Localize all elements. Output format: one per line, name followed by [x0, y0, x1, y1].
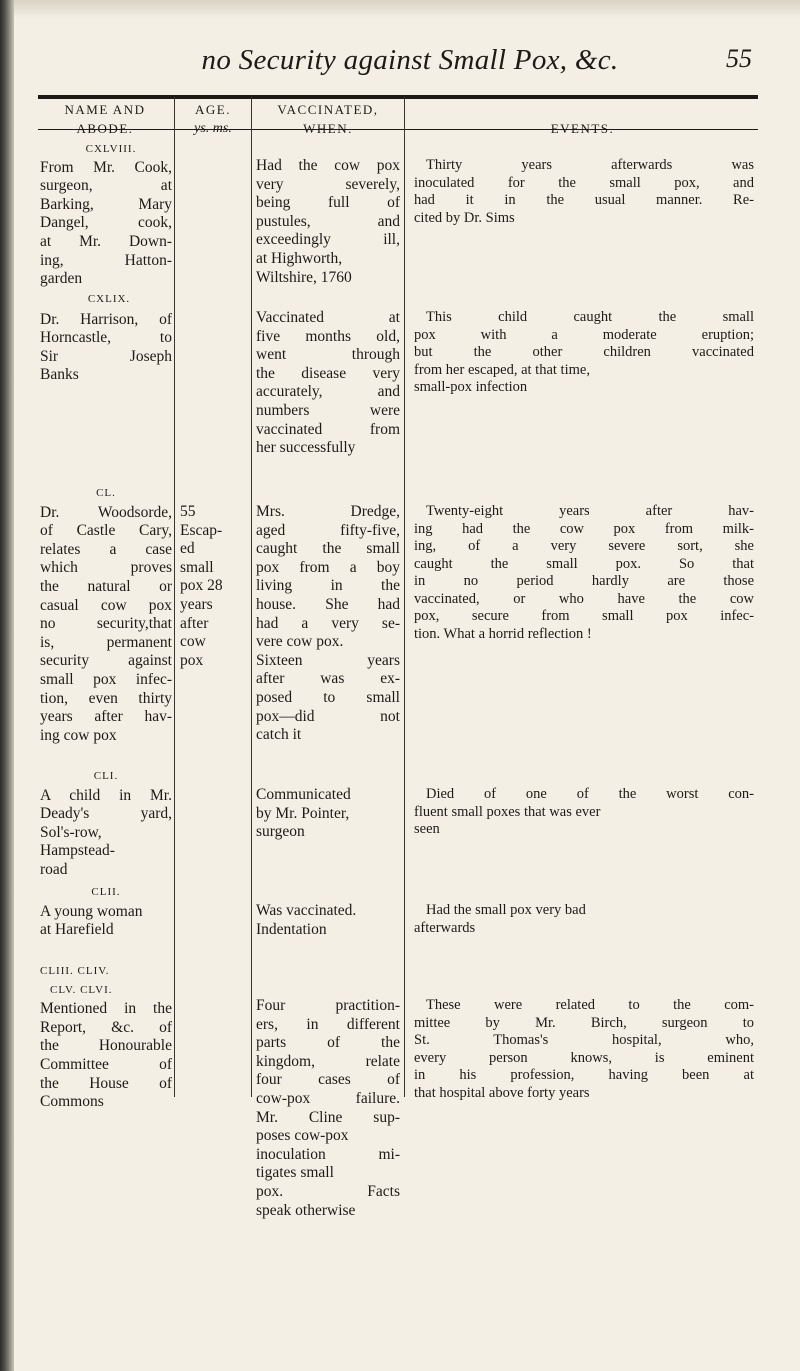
vaccinated-line: vere cow pox.: [256, 633, 344, 651]
events-line: Thirty years afterwards was: [426, 157, 754, 173]
age-line: cow: [180, 633, 206, 651]
vaccinated-line: pox. Facts: [256, 1182, 400, 1200]
vaccinated-line: vaccinated from: [256, 420, 400, 438]
entry-number: CLIII. CLIV.: [40, 965, 110, 977]
name-line: Dr. Woodsorde,: [40, 503, 172, 521]
name-line: years after hav-: [40, 708, 172, 726]
running-title: no Security against Small Pox, &c.: [201, 44, 619, 76]
column-divider: [404, 97, 405, 1097]
entry-name-abode: [40, 484, 172, 745]
events-line: from her escaped, at that time,: [414, 361, 590, 378]
vaccinated-line: Had the cow pox: [256, 157, 400, 174]
vaccinated-line: catch it: [256, 726, 302, 744]
name-line: Sol's-row,: [40, 823, 102, 841]
entry-number: CXLIX.: [87, 293, 131, 305]
page-edge-shadow: [14, 0, 800, 18]
name-line: Sir Joseph: [40, 347, 172, 365]
column-header-text: EVENTS.: [550, 121, 615, 136]
events-line: pox with a moderate eruption;: [414, 326, 754, 343]
events-line: seen: [414, 821, 440, 837]
name-line: Committee of: [40, 1055, 172, 1073]
column-header-age: [175, 100, 251, 138]
book-spine-shadow: [0, 0, 14, 1371]
entry-number: CLV. CLVI.: [50, 983, 113, 996]
vaccinated-line: living in the: [256, 577, 400, 595]
entry-number: CLII.: [91, 886, 121, 898]
name-line: Barking, Mary: [40, 195, 172, 213]
name-line: relates a case: [40, 540, 172, 558]
vaccinated-line: after was ex-: [256, 670, 400, 688]
events-line: in no period hardly are those: [414, 573, 754, 589]
age-line: small: [180, 558, 214, 576]
entry-number: CL.: [96, 487, 116, 499]
entry-number: CXLVIII.: [85, 143, 137, 155]
vaccinated-line: Four practition-: [256, 997, 400, 1014]
events-line: small-pox infection: [414, 379, 528, 395]
entry-vaccinated: [256, 503, 400, 745]
entry-age: [180, 503, 250, 670]
entry-events: [414, 503, 754, 643]
vaccinated-line: cow-pox failure.: [256, 1089, 400, 1107]
column-header-text: VACCINATED,: [277, 102, 379, 117]
column-header-text: AGE.: [195, 102, 231, 117]
vaccinated-line: Indentation: [256, 920, 327, 938]
vaccinated-line: parts of the: [256, 1034, 400, 1052]
entry-name-abode: [40, 290, 172, 385]
events-line: afterwards: [414, 919, 476, 936]
name-line: ing cow pox: [40, 726, 117, 744]
name-line: tion, even thirty: [40, 689, 172, 707]
name-line: of Castle Cary,: [40, 522, 172, 540]
vaccinated-line: aged fifty-five,: [256, 521, 400, 539]
header-rule: [38, 95, 758, 99]
vaccinated-line: by Mr. Pointer,: [256, 804, 350, 822]
name-line: Commons: [40, 1093, 104, 1111]
vaccinated-line: surgeon: [256, 823, 305, 841]
vaccinated-line: tigates small: [256, 1164, 334, 1182]
entry-vaccinated: [256, 786, 400, 842]
events-line: Had the small pox very bad: [426, 902, 586, 918]
name-line: garden: [40, 270, 83, 288]
column-divider: [174, 97, 175, 1097]
name-line: ing, Hatton-: [40, 251, 172, 269]
vaccinated-line: Vaccinated at: [256, 309, 400, 326]
events-line: but the other children vaccinated: [414, 344, 754, 360]
name-line: surgeon, at: [40, 177, 172, 195]
name-line: small pox infec-: [40, 670, 172, 688]
name-line: A young woman: [40, 902, 143, 920]
vaccinated-line: Wiltshire, 1760: [256, 268, 352, 286]
name-line: Dangel, cook,: [40, 214, 172, 232]
name-line: From Mr. Cook,: [40, 158, 172, 176]
entry-number: CLI.: [93, 770, 119, 782]
vaccinated-line: poses cow-pox: [256, 1127, 349, 1145]
vaccinated-line: inoculation mi-: [256, 1145, 400, 1163]
name-line: Horncastle, to: [40, 329, 172, 347]
vaccinated-line: Mrs. Dredge,: [256, 503, 400, 520]
events-line: ing had the cow pox from milk-: [414, 520, 754, 537]
entry-vaccinated: [256, 157, 400, 287]
vaccinated-line: posed to small: [256, 688, 400, 706]
entry-events: [414, 997, 754, 1102]
entry-events: [414, 902, 754, 937]
events-line: that hospital above forty years: [414, 1084, 590, 1101]
vaccinated-line: speak otherwise: [256, 1201, 356, 1219]
entry-events: [414, 157, 754, 227]
page-number: 55: [726, 44, 752, 73]
name-line: at Mr. Down-: [40, 232, 172, 250]
column-header-text: WHEN.: [303, 121, 353, 136]
name-line: Hampstead-: [40, 842, 115, 860]
vaccinated-line: pox from a boy: [256, 558, 400, 576]
name-line: casual cow pox: [40, 596, 172, 614]
events-line: mittee by Mr. Birch, surgeon to: [414, 1014, 754, 1031]
events-line: cited by Dr. Sims: [414, 209, 515, 226]
age-line: pox 28: [180, 577, 223, 595]
entry-vaccinated: [256, 997, 400, 1220]
name-line: Banks: [40, 366, 79, 384]
age-line: after: [180, 614, 209, 632]
entry-vaccinated: [256, 309, 400, 458]
column-divider: [251, 97, 252, 1097]
events-line: every person knows, is eminent: [414, 1049, 754, 1066]
column-header-text: ABODE.: [76, 121, 134, 136]
events-line: tion. What a horrid reflection !: [414, 625, 592, 642]
age-line: years: [180, 595, 213, 613]
vaccinated-line: Was vaccinated.: [256, 902, 357, 919]
name-line: Dr. Harrison, of: [40, 310, 172, 328]
vaccinated-line: four cases of: [256, 1071, 400, 1089]
vaccinated-line: Sixteen years: [256, 651, 400, 669]
name-line: A child in Mr.: [40, 786, 172, 804]
vaccinated-line: being full of: [256, 194, 400, 212]
vaccinated-line: accurately, and: [256, 383, 400, 401]
vaccinated-line: the disease very: [256, 364, 400, 382]
name-line: at Harefield: [40, 921, 114, 939]
vaccinated-line: Mr. Cline sup-: [256, 1108, 400, 1126]
name-line: no security,that: [40, 615, 172, 633]
age-line: Escap-: [180, 521, 223, 539]
events-line: fluent small poxes that was ever: [414, 803, 601, 820]
events-line: caught the small pox. So that: [414, 555, 754, 572]
name-line: Deady's yard,: [40, 805, 172, 823]
entry-events: [414, 786, 754, 839]
vaccinated-line: pox—did not: [256, 707, 400, 725]
vaccinated-line: house. She had: [256, 595, 400, 613]
column-header-name-abode: [38, 100, 172, 138]
entry-events: [414, 309, 754, 397]
events-line: ing, of a very severe sort, she: [414, 538, 754, 554]
vaccinated-line: numbers were: [256, 401, 400, 419]
entry-name-abode: [40, 883, 172, 940]
events-line: had it in the usual manner. Re-: [414, 192, 754, 208]
entry-vaccinated: [256, 902, 400, 939]
entry-name-abode: [40, 767, 172, 880]
name-line: Mentioned in the: [40, 1000, 172, 1018]
vaccinated-line: at Highworth,: [256, 249, 343, 267]
events-line: in his profession, having been at: [414, 1067, 754, 1083]
events-line: pox, secure from small pox infec-: [414, 608, 754, 624]
vaccinated-line: caught the small: [256, 540, 400, 558]
name-line: the Honourable: [40, 1037, 172, 1055]
age-line: ed: [180, 540, 195, 558]
vaccinated-line: pustules, and: [256, 212, 400, 230]
name-line: which proves: [40, 559, 172, 577]
column-header-text: ys. ms.: [194, 121, 232, 136]
events-line: These were related to the com-: [426, 997, 754, 1013]
name-line: is, permanent: [40, 633, 172, 651]
name-line: road: [40, 860, 68, 878]
vaccinated-line: exceedingly ill,: [256, 231, 400, 249]
name-line: Report, &c. of: [40, 1018, 172, 1036]
vaccinated-line: went through: [256, 346, 400, 364]
events-line: Twenty-eight years after hav-: [426, 503, 754, 519]
entry-name-abode: [40, 140, 172, 289]
events-line: This child caught the small: [426, 309, 754, 325]
vaccinated-line: Communicated: [256, 786, 351, 803]
vaccinated-line: ers, in different: [256, 1015, 400, 1033]
column-header-events: [405, 119, 760, 138]
vaccinated-line: kingdom, relate: [256, 1052, 400, 1070]
age-line: 55: [180, 503, 196, 520]
events-line: vaccinated, or who have the cow: [414, 590, 754, 607]
name-line: the House of: [40, 1074, 172, 1092]
vaccinated-line: had a very se-: [256, 614, 400, 632]
vaccinated-line: five months old,: [256, 327, 400, 345]
events-line: St. Thomas's hospital, who,: [414, 1032, 754, 1048]
vaccinated-line: very severely,: [256, 175, 400, 193]
entry-name-abode: [40, 962, 172, 1112]
vaccinated-line: her successfully: [256, 439, 356, 457]
events-line: inoculated for the small pox, and: [414, 174, 754, 191]
name-line: the natural or: [40, 577, 172, 595]
age-line: pox: [180, 651, 204, 669]
column-header-vaccinated: [252, 100, 404, 138]
events-line: Died of one of the worst con-: [426, 786, 754, 802]
name-line: security against: [40, 652, 172, 670]
column-header-text: NAME AND: [64, 102, 146, 117]
